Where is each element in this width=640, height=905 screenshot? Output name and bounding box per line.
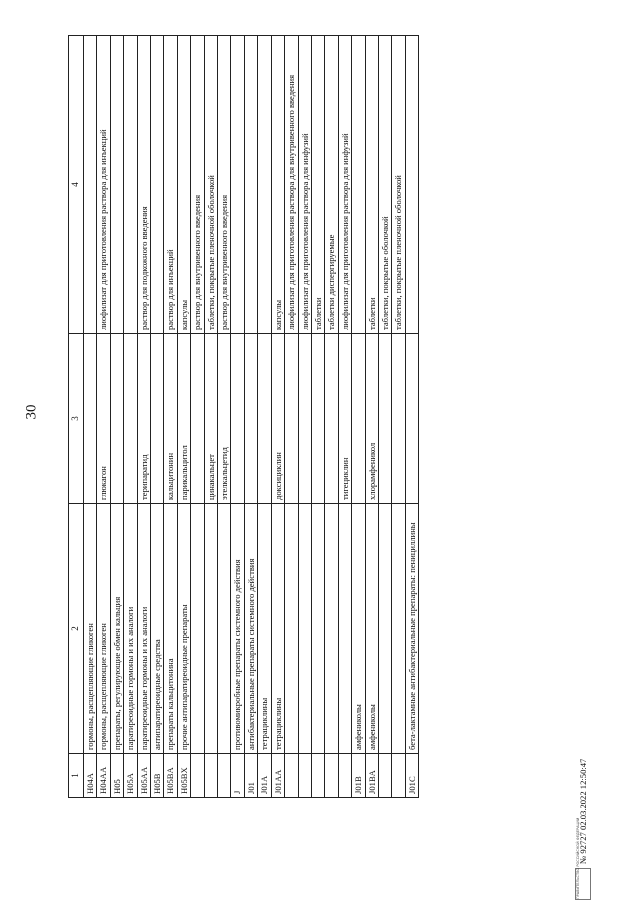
cell-code [338, 754, 351, 798]
cell-drug [84, 334, 97, 504]
cell-code: J01 [244, 754, 257, 798]
cell-drug: парикальцитол [177, 334, 190, 504]
cell-drug: доксициклин [271, 334, 284, 504]
cell-code: H04AA [97, 754, 110, 798]
cell-group [311, 504, 324, 754]
cell-code: J01BA [365, 754, 378, 798]
cell-code: J [231, 754, 244, 798]
cell-form [258, 36, 271, 334]
cell-form: лиофилизат для приготовления раствора для внутривенного введения [285, 36, 298, 334]
cell-group [378, 504, 391, 754]
cell-form [151, 36, 164, 334]
table-row [164, 36, 177, 798]
cell-code [311, 754, 324, 798]
cell-drug [325, 334, 338, 504]
cell-group: паратиреоидные гормоны и их аналоги [137, 504, 150, 754]
cell-drug: кальцитонин [164, 334, 177, 504]
cell-code [218, 754, 231, 798]
cell-group: гормоны, расщепляющие гликоген [84, 504, 97, 754]
table-row [177, 36, 190, 798]
cell-drug [244, 334, 257, 504]
cell-form: раствор для внутривенного введения [218, 36, 231, 334]
cell-form [84, 36, 97, 334]
cell-drug [311, 334, 324, 504]
cell-code: H05A [124, 754, 137, 798]
cell-group [298, 504, 311, 754]
cell-group: противомикробные препараты системного действия [231, 504, 244, 754]
drug-table [68, 35, 419, 798]
cell-form: таблетки, покрытые оболочкой [378, 36, 391, 334]
cell-form: капсулы [177, 36, 190, 334]
cell-form: лиофилизат для приготовления раствора для инфузий [298, 36, 311, 334]
table-row [110, 36, 123, 798]
cell-drug: глюкагон [97, 334, 110, 504]
cell-form: лиофилизат для приготовления раствора для инфузий [338, 36, 351, 334]
cell-drug [405, 334, 418, 504]
cell-code: J01B [352, 754, 365, 798]
cell-code: H05BX [177, 754, 190, 798]
cell-group: тетрациклины [271, 504, 284, 754]
cell-drug: терипаратид [137, 334, 150, 504]
cell-group: антипаратиреоидные средства [151, 504, 164, 754]
cell-group [204, 504, 217, 754]
cell-form: таблетки [365, 36, 378, 334]
table-row [352, 36, 365, 798]
table-row [271, 36, 284, 798]
cell-group: гормоны, расщепляющие гликоген [97, 504, 110, 754]
cell-drug [191, 334, 204, 504]
cell-group: амфениколы [352, 504, 365, 754]
cell-code [191, 754, 204, 798]
cell-form [124, 36, 137, 334]
cell-drug [110, 334, 123, 504]
cell-form: таблетки, покрытые пленочной оболочкой [392, 36, 405, 334]
cell-group [285, 504, 298, 754]
stamp-text: ПРАВИТЕЛЬСТВО РОССИЙСКОЙ ФЕДЕРАЦИИ [576, 817, 580, 899]
page-number-text: 30 [23, 404, 40, 420]
table-row [244, 36, 257, 798]
cell-code [392, 754, 405, 798]
column-header-code: 1 [69, 754, 84, 798]
cell-group: паратиреоидные гормоны и их аналоги [124, 504, 137, 754]
table-row [298, 36, 311, 798]
cell-form: таблетки диспергируемые [325, 36, 338, 334]
table-header-row [69, 36, 84, 798]
table-row [365, 36, 378, 798]
cell-form: раствор для подкожного введения [137, 36, 150, 334]
table-body [84, 36, 419, 798]
cell-code [204, 754, 217, 798]
cell-group: антибактериальные препараты системного действия [244, 504, 257, 754]
cell-code [378, 754, 391, 798]
cell-group [191, 504, 204, 754]
cell-drug [124, 334, 137, 504]
table-row [191, 36, 204, 798]
cell-group: тетрациклины [258, 504, 271, 754]
cell-drug [298, 334, 311, 504]
cell-code [325, 754, 338, 798]
column-header-group: 2 [69, 504, 84, 754]
cell-form: капсулы [271, 36, 284, 334]
cell-drug [378, 334, 391, 504]
table-row [151, 36, 164, 798]
table-row [311, 36, 324, 798]
column-header-form: 4 [69, 36, 84, 334]
cell-form: таблетки, покрытые пленочной оболочкой [204, 36, 217, 334]
table-row [378, 36, 391, 798]
table-row [97, 36, 110, 798]
cell-drug [231, 334, 244, 504]
table-row [338, 36, 351, 798]
cell-form [405, 36, 418, 334]
cell-drug [285, 334, 298, 504]
cell-form: раствор для внутривенного введения [191, 36, 204, 334]
cell-form: лиофилизат для приготовления раствора для инъекций [97, 36, 110, 334]
cell-group [338, 504, 351, 754]
cell-code: H05BA [164, 754, 177, 798]
cell-group: прочие антипаратиреоидные препараты [177, 504, 190, 754]
cell-form [231, 36, 244, 334]
cell-group: препараты, регулирующие обмен кальция [110, 504, 123, 754]
document-info: № 92727 02.03.2022 12:50:47 [578, 758, 588, 864]
cell-form: таблетки [311, 36, 324, 334]
table-row [84, 36, 97, 798]
cell-drug: цинакальцет [204, 334, 217, 504]
cell-code: J01C [405, 754, 418, 798]
table-row [231, 36, 244, 798]
cell-code: J01AA [271, 754, 284, 798]
cell-drug: хлорамфеникол [365, 334, 378, 504]
table-row [405, 36, 418, 798]
table-row [137, 36, 150, 798]
cell-group: бета-лактамные антибактериальные препараты: пенициллины [405, 504, 418, 754]
cell-code: H05AA [137, 754, 150, 798]
table-row [124, 36, 137, 798]
cell-group [218, 504, 231, 754]
cell-drug: тигециклин [338, 334, 351, 504]
table-row [325, 36, 338, 798]
table-row [392, 36, 405, 798]
rotated-table-container [68, 36, 568, 798]
table-row [258, 36, 271, 798]
cell-code: H05 [110, 754, 123, 798]
cell-form [352, 36, 365, 334]
cell-form: раствор для инъекций [164, 36, 177, 334]
column-header-drug: 3 [69, 334, 84, 504]
cell-code: H04A [84, 754, 97, 798]
cell-drug [151, 334, 164, 504]
table-row [285, 36, 298, 798]
cell-code [285, 754, 298, 798]
cell-group: препараты кальцитонина [164, 504, 177, 754]
registration-stamp [575, 817, 591, 900]
table-row [218, 36, 231, 798]
cell-drug [392, 334, 405, 504]
cell-drug: этелкальцетид [218, 334, 231, 504]
cell-code: H05B [151, 754, 164, 798]
table-row [204, 36, 217, 798]
cell-group [392, 504, 405, 754]
cell-code [298, 754, 311, 798]
cell-code: J01A [258, 754, 271, 798]
cell-form [244, 36, 257, 334]
cell-drug [258, 334, 271, 504]
cell-drug [352, 334, 365, 504]
cell-form [110, 36, 123, 334]
cell-group [325, 504, 338, 754]
cell-group: амфениколы [365, 504, 378, 754]
